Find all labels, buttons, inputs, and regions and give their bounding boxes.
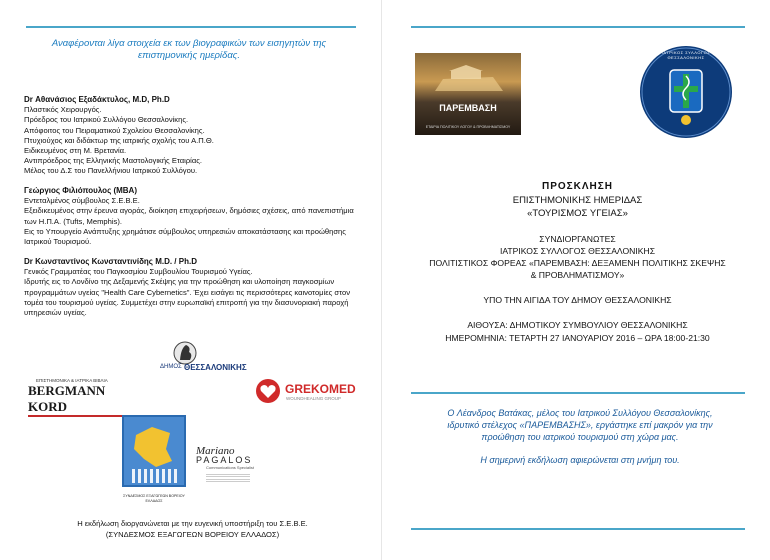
pagalos-logo <box>196 445 286 495</box>
left-panel <box>0 0 380 560</box>
seve-logo <box>122 415 186 505</box>
bio-line: Εξειδικευμένος στην έρευνα αγοράς, διοίκηση επιχειρήσεων, δημόσιες σχέσεις, από πανεπιστήμια των Η.Π.Α. (Tufts, Memphis). <box>24 206 354 226</box>
speaker-bio-3 <box>24 257 356 318</box>
speaker-bio-1 <box>24 95 356 177</box>
bio-line: Εις το Υπουργείο Ανάπτυξης χρημάτισε σύμβουλος υπηρεσιών αποκατάστασης και προώθησης Ιατρικού Τουρισμού. <box>24 226 346 247</box>
memorial-line-1: Ο Λέανδρος Βατάκας, μέλος του Ιατρικού Συλλόγου Θεσσαλονίκης, <box>447 408 713 418</box>
auspices: ΥΠΟ ΤΗΝ ΑΙΓΙΔΑ ΤΟΥ ΔΗΜΟΥ ΘΕΣΣΑΛΟΝΙΚΗΣ <box>483 295 672 305</box>
mid-divider <box>411 392 745 394</box>
top-divider <box>26 26 356 28</box>
bergmann-tagline: ΕΠΙΣΤΗΜΟΝΙΚΑ & ΙΑΤΡΙΚΑ ΒΙΒΛΙΑ <box>36 378 108 383</box>
footer-note <box>20 519 365 540</box>
parembasi-caption: ΕΤΑΙΡΙΑ ΠΟΛΙΤΙΚΟΥ ΛΟΓΟΥ & ΠΡΟΒΛΗΜΑΤΙΣΜΟΥ <box>425 125 511 129</box>
co-organizer-2-cont: & ΠΡΟΒΛΗΜΑΤΙΣΜΟΥ» <box>530 270 625 280</box>
bio-line: Ειδικευμένος στη Μ. Βρετανία. <box>24 146 127 156</box>
pagalos-script: Mariano <box>196 445 235 457</box>
grekomed-wordmark: GREKOMED <box>285 382 356 396</box>
bergmann-kord-logo <box>28 378 146 414</box>
page-fold <box>381 0 382 560</box>
pagalos-role: Communications Specialist <box>206 465 255 470</box>
bio-line: Πρόεδρος του Ιατρικού Συλλόγου Θεσσαλονίκης. <box>24 115 189 125</box>
bio-line: Αντιπρόεδρος της Ελληνικής Μαστολογικής Εταιρίας. <box>24 156 203 166</box>
co-organizers-label: ΣΥΝΔΙΟΡΓΑΝΩΤΕΣ <box>539 234 616 244</box>
bergmann-wordmark: BERGMANN KORD <box>28 383 146 417</box>
intro-text: Αναφέρονται λίγα στοιχεία εκ των βιογραφικών των εισηγητών της επιστημονικής ημερίδας. <box>51 38 327 61</box>
bio-line: Ιδρυτής εις το Λονδίνο της Δεξαμενής Σκέψης για την προώθηση και υλοποίηση παγκοσμίων προγραμμάτων υγείας "Health Care Cybernetics". Έχει εισάγει τις περισσότερες καινοτομίες στον τομέα του τουρισμού υγείας. Συμμετέχει στην ευρωπαϊκή επιτροπή για την διασυνοριακή παροχή υπηρεσιών υγείας. <box>24 277 350 318</box>
footer-line-1: Η εκδήλωση διοργανώνεται με την ευγενική υποστήριξη του Σ.Ε.Β.Ε. <box>77 519 308 528</box>
memorial-line-2: ιδρυτικό στέλεχος «ΠΑΡΕΜΒΑΣΗΣ», εργάστηκε επί μακρόν για την <box>447 420 713 430</box>
bio-line: Πλαστικός Χειρουργός. <box>24 105 102 115</box>
bio-line: Γενικός Γραμματέας του Παγκοσμίου Συμβουλίου Τουρισμού Υγείας. <box>24 267 253 277</box>
parembasi-wordmark: ΠΑΡΕΜΒΑΣΗ <box>439 103 497 113</box>
speaker-name: Dr Αθανάσιος Εξαδάκτυλος, M.D, Ph.D <box>24 95 170 104</box>
invitation-heading: ΠΡΟΣΚΛΗΣΗ <box>541 181 613 192</box>
bio-line: Απόφοιτος του Πειραματικού Σχολείου Θεσσαλονίκης. <box>24 125 205 135</box>
co-organizer-1: ΙΑΤΡΙΚΟΣ ΣΥΛΛΟΓΟΣ ΘΕΣΣΑΛΟΝΙΚΗΣ <box>499 246 656 256</box>
dedication-text: Η σημερινή εκδήλωση αφιερώνεται στη μνήμη του. <box>480 455 680 465</box>
medical-association-seal <box>638 44 734 140</box>
seal-text: ΙΑΤΡΙΚΟΣ ΣΥΛΛΟΓΟΣ ΘΕΣΣΑΛΟΝΙΚΗΣ <box>661 50 711 60</box>
acropolis-icon <box>415 57 521 97</box>
co-organizer-2: ΠΟΛΙΤΙΣΤΙΚΟΣ ΦΟΡΕΑΣ «ΠΑΡΕΜΒΑΣΗ: ΔΕΞΑΜΕΝΗ ΠΟΛΙΤΙΚΗΣ ΣΚΕΨΗΣ <box>429 258 726 268</box>
dimos-label-small: ΔΗΜΟΣ <box>160 364 182 370</box>
event-date: ΗΜΕΡΟΜΗΝΙΑ: ΤΕΤΑΡΤΗ 27 ΙΑΝΟΥΑΡΙΟΥ 2016 – ΩΡΑ 18:00-21:30 <box>445 333 710 343</box>
bio-line: Πτυχιούχος και διδάκτωρ της ιατρικής σχολής του Α.Π.Θ. <box>24 135 214 145</box>
pagalos-contact-lines <box>206 472 250 484</box>
footer-line-2: (ΣΥΝΔΕΣΜΟΣ ΕΞΑΓΩΓΕΩΝ ΒΟΡΕΙΟΥ ΕΛΛΑΔΟΣ) <box>105 529 280 539</box>
seve-emblem-icon <box>122 415 186 487</box>
bio-line: Εντεταλμένος σύμβουλος Σ.Ε.Β.Ε. <box>24 196 140 206</box>
top-divider <box>411 26 745 28</box>
venue: ΑΙΘΟΥΣΑ: ΔΗΜΟΤΙΚΟΥ ΣΥΜΒΟΥΛΙΟΥ ΘΕΣΣΑΛΟΝΙΚΗΣ <box>467 320 688 330</box>
speaker-name: Γεώργιος Φιλιόπουλος (MBA) <box>24 186 137 195</box>
grekomed-tagline: WOUNDHEALING GROUP <box>286 396 342 401</box>
speaker-name: Dr Κωνσταντίνος Κωνσταντινίδης M.D. / Ph.D <box>24 257 197 266</box>
grekomed-logo <box>255 378 365 408</box>
bottom-divider <box>411 528 745 530</box>
event-title: «ΤΟΥΡΙΣΜΟΣ ΥΓΕΙΑΣ» <box>527 208 628 219</box>
bio-line: Μέλος του Δ.Σ του Πανελλήνιου Ιατρικού Συλλόγου. <box>24 166 198 176</box>
parembasi-logo <box>415 53 521 135</box>
grekomed-heart-icon <box>255 378 281 404</box>
dimos-label: ΘΕΣΣΑΛΟΝΙΚΗΣ <box>184 363 247 372</box>
right-panel <box>385 0 770 560</box>
memorial-line-3: προώθηση του ιατρικού τουρισμού στη χώρα μας. <box>481 432 679 442</box>
speaker-bio-2 <box>24 186 356 247</box>
event-type: ΕΠΙΣΤΗΜΟΝΙΚΗΣ ΗΜΕΡΙΔΑΣ <box>512 195 643 206</box>
seve-caption: ΣΥΝΔΕΣΜΟΣ ΕΞΑΓΩΓΕΩΝ ΒΟΡΕΙΟΥ ΕΛΛΑΔΟΣ <box>123 494 185 503</box>
pagalos-wordmark: PAGALOS <box>196 455 253 465</box>
memorial-text <box>421 407 739 443</box>
dimos-thessalonikis-logo <box>140 340 260 380</box>
